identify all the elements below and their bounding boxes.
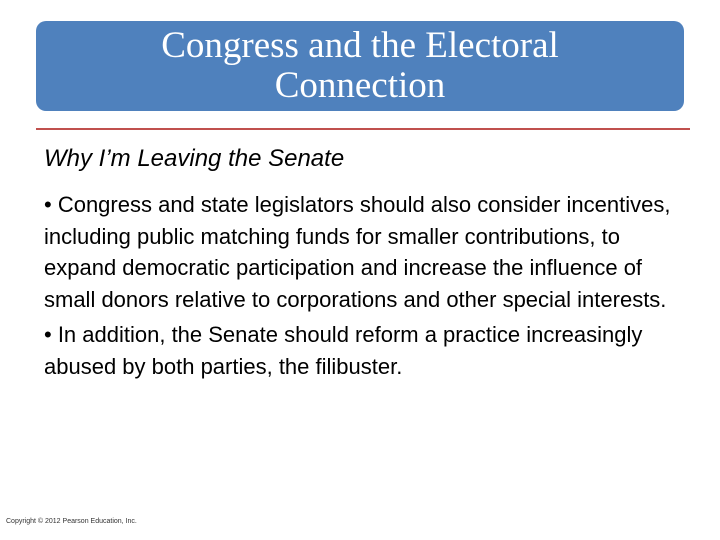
slide-body (44, 189, 694, 386)
slide-subtitle: Why I’m Leaving the Senate (44, 145, 345, 172)
slide-title: Congress and the Electoral Connection (161, 25, 559, 106)
title-divider (36, 128, 690, 130)
bullet-paragraph: • Congress and state legislators should also consider incentives, including public matching funds for smaller contributions, to expand democratic participation and increase the influence of small donors relative to corporations and other special interests. (44, 192, 671, 312)
bullet-paragraph: • In addition, the Senate should reform a practice increasingly abused by both parties, the filibuster. (44, 322, 643, 379)
copyright-notice: Copyright © 2012 Pearson Education, Inc. (6, 518, 137, 525)
slide-title-box (36, 21, 684, 111)
